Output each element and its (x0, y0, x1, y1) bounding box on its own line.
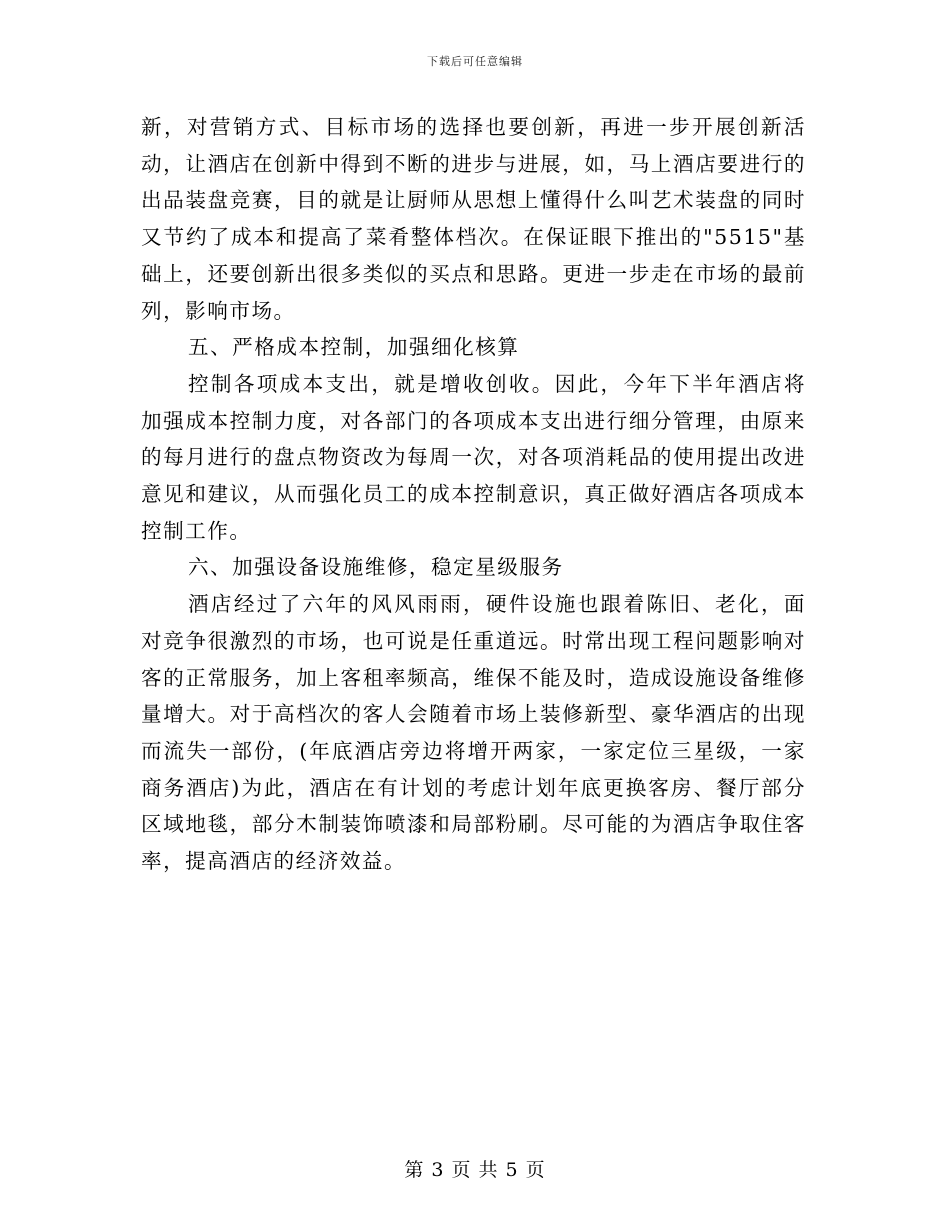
paragraph-continuation: 新，对营销方式、目标市场的选择也要创新，再进一步开展创新活动，让酒店在创新中得到不断的进步与进展，如，马上酒店要进行的出品装盘竞赛，目的就是让厨师从思想上懂得什么叫艺术装盘的同时又节约了成本和提高了菜肴整体档次。在保证眼下推出的"5515"基础上，还要创新出很多类似的买点和思路。更进一步走在市场的最前列，影响市场。 (141, 115, 806, 323)
page-footer: 第 3 页 共 5 页 (404, 1159, 546, 1181)
paragraph-facility-maintenance: 酒店经过了六年的风风雨雨，硬件设施也跟着陈旧、老化，面对竞争很激烈的市场，也可说是任重道远。时常出现工程问题影响对客的正常服务，加上客租率频高，维保不能及时，造成设施设备维修量增大。对于高档次的客人会随着市场上装修新型、豪华酒店的出现而流失一部份，(年底酒店旁边将增开两家，一家定位三星级，一家商务酒店)为此，酒店在有计划的考虑计划年底更换客房、餐厅部分区域地毯，部分木制装饰喷漆和局部粉刷。尽可能的为酒店争取住客率，提高酒店的经济效益。 (141, 592, 806, 874)
section-heading-facility-maintenance: 六、加强设备设施维修，稳定星级服务 (188, 555, 564, 580)
document-body (141, 109, 806, 880)
page-header: 下载后可任意编辑 (427, 55, 523, 68)
paragraph-cost-control: 控制各项成本支出，就是增收创收。因此，今年下半年酒店将加强成本控制力度，对各部门的各项成本支出进行细分管理，由原来的每月进行的盘点物资改为每周一次，对各项消耗品的使用提出改进意见和建议，从而强化员工的成本控制意识，真正做好酒店各项成本控制工作。 (141, 371, 806, 543)
section-heading-cost-control: 五、严格成本控制，加强细化核算 (188, 335, 520, 360)
